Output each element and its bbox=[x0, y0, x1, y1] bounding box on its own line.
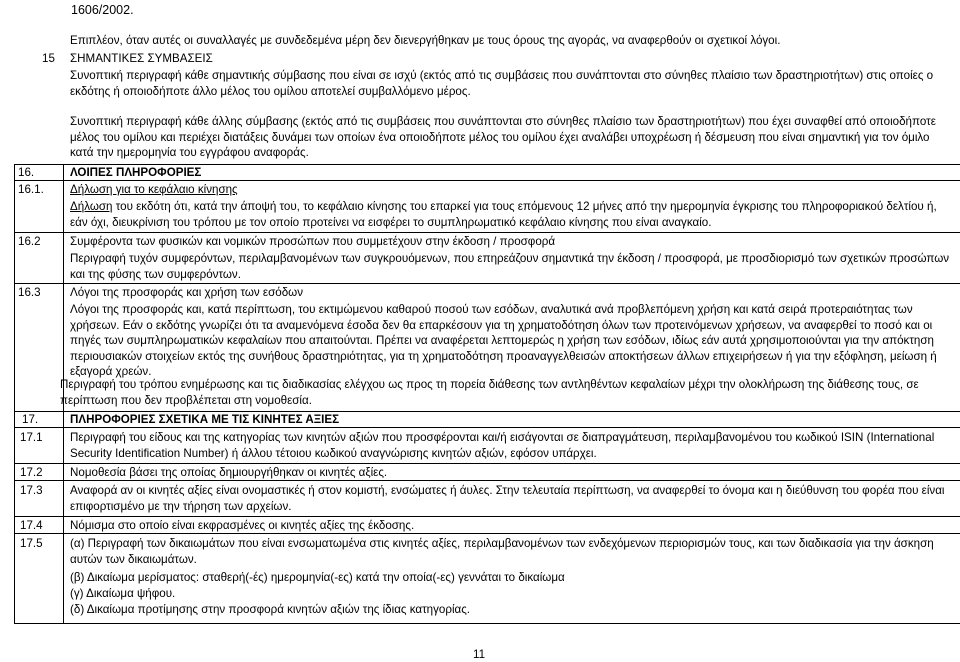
subsection-body bbox=[70, 199, 955, 230]
item-number: 17.1 bbox=[20, 431, 43, 444]
subsection-number: 16.3 bbox=[18, 286, 41, 299]
item-text: Περιγραφή του είδους και της κατηγορίας των κινητών αξιών που προσφέρονται και/ή εισάγονται σε διαπραγμάτευση, περιλαμβανομένου του κωδικού ISIN (International Security Identification Number) ή άλλου τέτοιου κωδικού αναγνώρισης κινητών αξιών, εφόσον υπάρχει. bbox=[70, 431, 935, 460]
subsection-title: Συμφέροντα των φυσικών και νομικών προσώπων που συμμετέχουν στην έκδοση / προσφορά bbox=[70, 235, 556, 248]
table-rule bbox=[14, 411, 960, 412]
table-rule bbox=[14, 463, 960, 464]
item-text: (α) Περιγραφή των δικαιωμάτων που είναι ενσωματωμένα στις κινητές αξίες, περιλαμβανομένων των ενδεχόμενων περιορισμών τους, και των διαδικασία για την άσκηση αυτών των δικαιωμάτων. bbox=[70, 537, 934, 566]
item-text: Νόμισμα στο οποίο είναι εκφρασμένες οι κινητές αξίες της έκδοσης. bbox=[70, 519, 415, 532]
intro-text: Επιπλέον, όταν αυτές οι συναλλαγές με συνδεδεμένα μέρη δεν διενεργήθηκαν με τους όρους της αγοράς, να αναφερθούν οι σχετικοί λόγοι. bbox=[70, 34, 781, 47]
item-text: (δ) Δικαίωμα προτίμησης στην προσφορά κινητών αξιών της ίδιας κατηγορίας. bbox=[70, 603, 471, 616]
item-number: 17.5 bbox=[20, 537, 43, 550]
subsection-body: Περιγραφή τυχόν συμφερόντων, περιλαμβανομένων των συγκρουόμενων, που επηρεάζουν σημαντικά την έκδοση / προσφορά, με προσδιορισμό των σχετικών προσώπων και της φύσης των συμφερόντων. bbox=[70, 252, 950, 281]
item-number: 17.4 bbox=[20, 519, 43, 532]
section-number: 17. bbox=[22, 413, 39, 426]
section-paragraph: Συνοπτική περιγραφή κάθε σημαντικής σύμβασης που είναι σε ισχύ (εκτός από τις συμβάσεις που συνάπτονται στο σύνηθες πλαίσιο των δραστηριοτήτων) στις οποίες ο εκδότης ή οποιοδήποτε άλλο μέλος του ομίλου αποτελεί συμβαλλόμενο μέρος. bbox=[70, 69, 934, 98]
table-left-border bbox=[14, 164, 15, 624]
subsection-body: Λόγοι της προσφοράς και, κατά περίπτωση, του εκτιμώμενου καθαρού ποσού των εσόδων, αναλυτικά ανά προβλεπόμενη χρήση και κατά σειρά προτεραιότητας των χρήσεων. Εάν ο εκδότης γνωρίζει ότι τα αναμενόμενα έσοδα δεν θα επαρκέσουν για τη χρηματοδότηση όλων των προτεινόμενων χρήσεων, να αναφερθεί το ποσό και οι πηγές των συμπληρωματικών κεφαλαίων που απαιτούνται. Πρέπει να αναφέρεται λεπτομερώς η χρήση των εσόδων, ιδίως εάν αυτά χρησιμοποιούνται για την απόκτηση περιουσιακών στοιχείων εκτός της συνήθους δραστηριότητας, για τη χρηματοδότηση προαναγγελθεισών αποκτήσεων άλλων επιχειρήσεων ή για την εξόφληση, μείωση ή εξαγορά χρεών. bbox=[70, 303, 937, 378]
header-date: 1606/2002. bbox=[71, 3, 134, 17]
body-text: του εκδότη ότι, κατά την άποψή του, το κεφάλαιο κίνησης του επαρκεί για τους επόμενους 12 μήνες από την ημερομηνία έγκρισης του πληροφοριακού δελτίου ή, εάν όχι, διευκρίνιση του τρόπου με τον οποίο προτείνει να εισφέρει το συμπληρωματικό κεφάλαιο κίνησης που είναι αναγκαίο. bbox=[70, 200, 937, 229]
subsection-title: Δήλωση για το κεφάλαιο κίνησης bbox=[70, 183, 238, 196]
section-number: 16. bbox=[18, 166, 35, 179]
table-rule bbox=[14, 232, 960, 233]
section-title: ΛΟΙΠΕΣ ΠΛΗΡΟΦΟΡΙΕΣ bbox=[70, 166, 202, 179]
item-text: Νομοθεσία βάσει της οποίας δημιουργήθηκαν οι κινητές αξίες. bbox=[70, 466, 388, 479]
section-paragraph: Συνοπτική περιγραφή κάθε άλλης σύμβασης (εκτός από τις συμβάσεις που συνάπτονται στο σύνηθες πλαίσιο των δραστηριοτήτων) που έχει συναφθεί από οποιοδήποτε μέλος του ομίλου και περιέχει διατάξεις δυνάμει των οποίων ένα οποιοδήποτε μέλος του ομίλου έχει αναλάβει υποχρέωση ή δέσμευση που είναι σημαντική για τον όμιλο κατά την ημερομηνία του εγγράφου αναφοράς. bbox=[70, 115, 936, 159]
section-title: ΠΛΗΡΟΦΟΡΙΕΣ ΣΧΕΤΙΚΑ ΜΕ ΤΙΣ ΚΙΝΗΤΕΣ ΑΞΙΕΣ bbox=[70, 413, 340, 426]
table-rule bbox=[14, 283, 960, 284]
table-rule bbox=[14, 427, 960, 428]
subsection-number: 16.1. bbox=[18, 183, 44, 196]
page-number: 11 bbox=[473, 648, 486, 661]
subsection-extra: Περιγραφή του τρόπου ενημέρωσης και τις διαδικασίας ελέγχου ως προς τη πορεία διάθεσης των αντληθέντων κεφαλαίων μέχρι την ολοκλήρωση της διάθεσης τους, σε περίπτωση που δεν προβλέπεται στη νομοθεσία. bbox=[60, 378, 919, 407]
item-text: Αναφορά αν οι κινητές αξίες είναι ονομαστικές ή στον κομιστή, ενσώματες ή άυλες. Στην τελευταία περίπτωση, να αναφερθεί το όνομα και η διεύθυνση του φορέα που είναι επιφορτισμένο με την τήρηση των αρχείων. bbox=[70, 484, 945, 513]
table-rule bbox=[14, 180, 960, 181]
underlined-word: Δήλωση bbox=[70, 200, 113, 213]
table-rule bbox=[14, 164, 960, 165]
section-number: 15 bbox=[42, 52, 55, 65]
section-title: ΣΗΜΑΝΤΙΚΕΣ ΣΥΜΒΑΣΕΙΣ bbox=[70, 52, 213, 65]
subsection-number: 16.2 bbox=[18, 235, 41, 248]
item-number: 17.3 bbox=[20, 484, 43, 497]
subsection-title: Λόγοι της προσφοράς και χρήση των εσόδων bbox=[70, 286, 304, 299]
table-rule bbox=[14, 623, 960, 624]
item-number: 17.2 bbox=[20, 466, 43, 479]
item-text: (γ) Δικαίωμα ψήφου. bbox=[70, 587, 176, 600]
item-text: (β) Δικαίωμα μερίσματος: σταθερή(-ές) ημερομηνία(-ες) κατά την οποία(-ες) γεννάται το δικαίωμα bbox=[70, 571, 565, 584]
table-rule bbox=[14, 516, 960, 517]
